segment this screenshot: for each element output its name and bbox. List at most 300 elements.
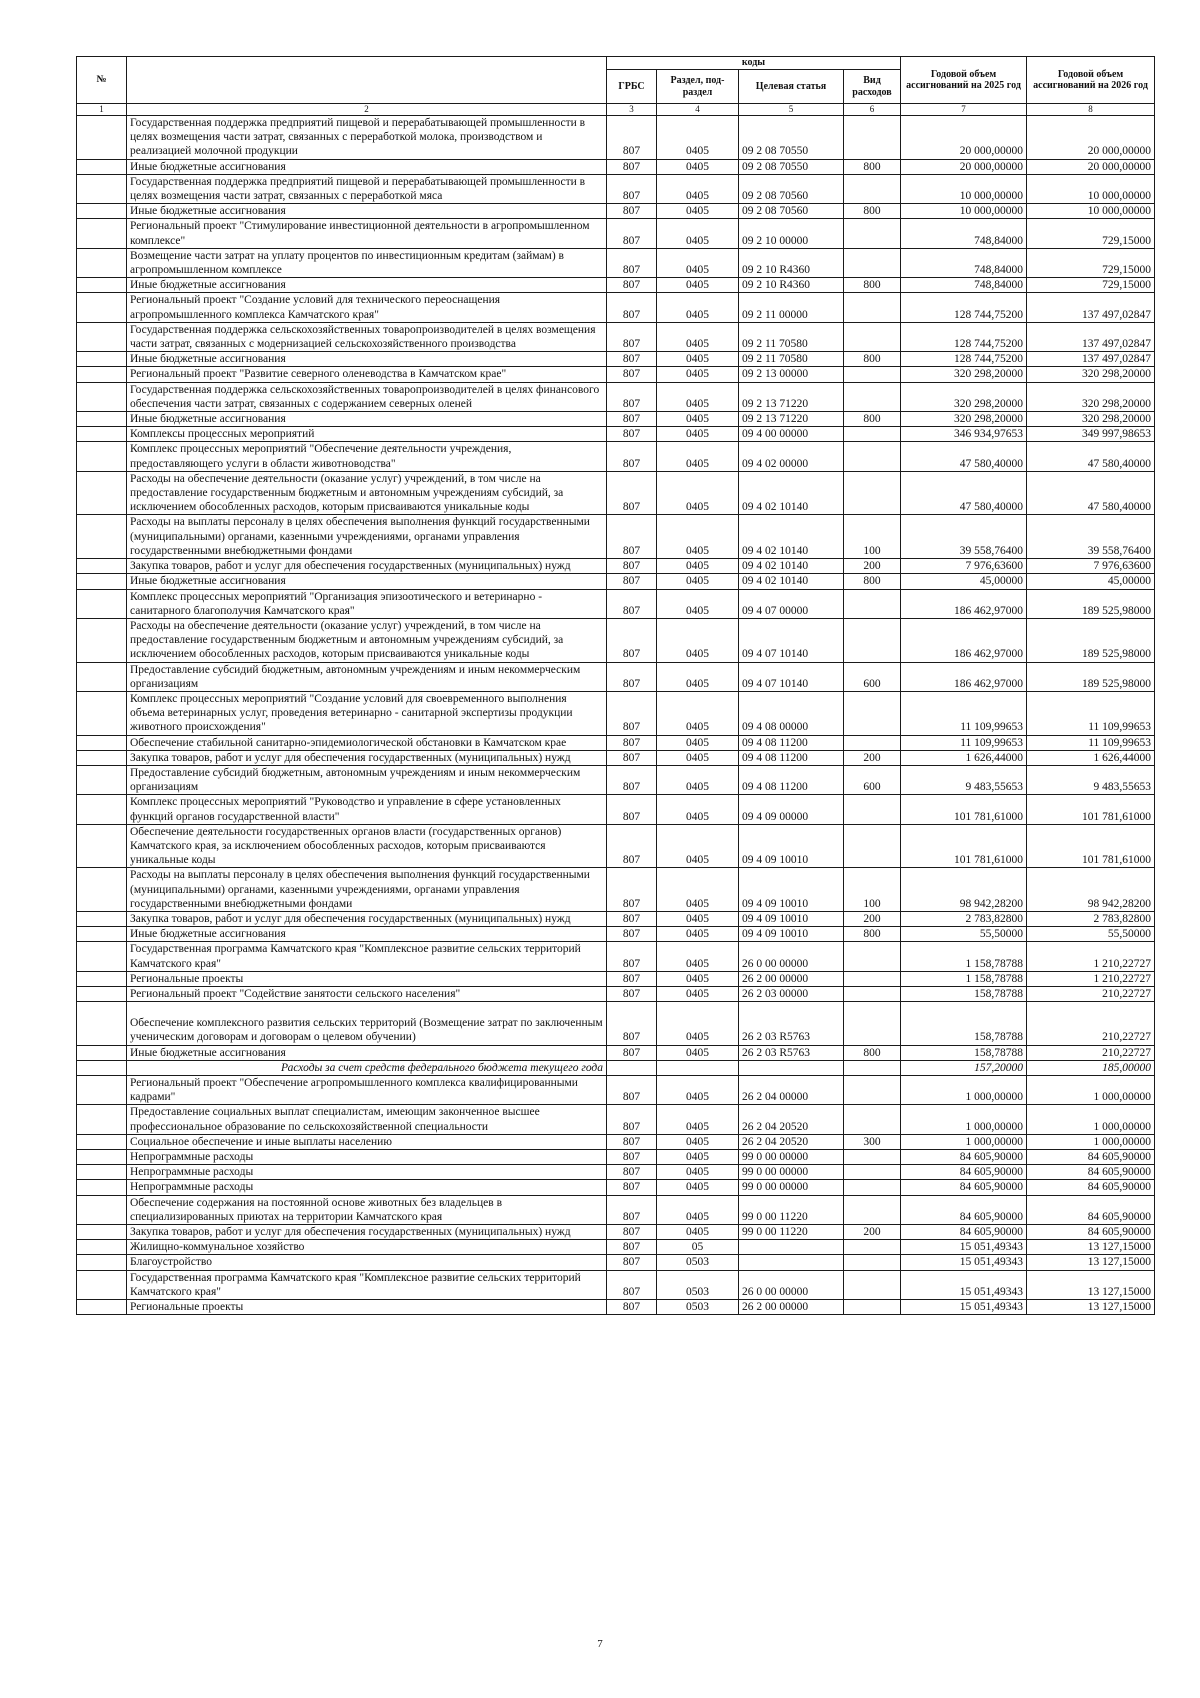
row-grbs: 807 xyxy=(607,1240,657,1255)
row-amount-2025: 157,20000 xyxy=(901,1060,1027,1075)
row-name: Комплекс процессных мероприятий "Руководство и управление в сфере установленных функций органов государственной власти" xyxy=(127,795,607,824)
row-number-cell xyxy=(77,382,127,411)
row-name: Государственная программа Камчатского края "Комплексное развитие сельских территорий Камчатского края" xyxy=(127,942,607,971)
row-vid-raskhodov xyxy=(844,795,901,824)
table-row xyxy=(77,1134,1155,1149)
row-name: Расходы на выплаты персоналу в целях обеспечения выполнения функций государственными (муниципальными) органами, казенными учреждениями, органами управления государственными внебюджетными фондами xyxy=(127,515,607,559)
row-razdel: 0405 xyxy=(657,911,739,926)
row-celevaya-statya: 99 0 00 00000 xyxy=(739,1165,844,1180)
table-row xyxy=(77,662,1155,691)
row-name: Расходы за счет средств федерального бюджета текущего года xyxy=(127,1060,607,1075)
row-vid-raskhodov xyxy=(844,1150,901,1165)
row-amount-2025: 84 605,90000 xyxy=(901,1150,1027,1165)
row-amount-2025: 186 462,97000 xyxy=(901,662,1027,691)
row-amount-2025: 1 158,78788 xyxy=(901,942,1027,971)
row-name: Обеспечение стабильной санитарно-эпидемиологической обстановки в Камчатском крае xyxy=(127,735,607,750)
row-amount-2026: 11 109,99653 xyxy=(1027,691,1155,735)
row-celevaya-statya: 09 2 11 70580 xyxy=(739,322,844,351)
row-amount-2026: 1 210,22727 xyxy=(1027,971,1155,986)
row-amount-2026: 39 558,76400 xyxy=(1027,515,1155,559)
page-number: 7 xyxy=(597,1638,603,1650)
row-vid-raskhodov: 200 xyxy=(844,750,901,765)
row-number-cell xyxy=(77,691,127,735)
table-row xyxy=(77,352,1155,367)
row-amount-2026: 1 000,00000 xyxy=(1027,1105,1155,1134)
row-number-cell xyxy=(77,911,127,926)
row-grbs xyxy=(607,1060,657,1075)
row-amount-2025: 128 744,75200 xyxy=(901,293,1027,322)
row-razdel: 0405 xyxy=(657,618,739,662)
row-amount-2025: 1 000,00000 xyxy=(901,1134,1027,1149)
table-row xyxy=(77,1002,1155,1045)
row-vid-raskhodov: 300 xyxy=(844,1134,901,1149)
row-name: Региональный проект "Создание условий для технического переоснащения агропромышленного комплекса Камчатского края" xyxy=(127,293,607,322)
row-razdel: 0405 xyxy=(657,322,739,351)
header-codes: коды xyxy=(607,57,901,70)
row-grbs: 807 xyxy=(607,174,657,203)
row-grbs: 807 xyxy=(607,735,657,750)
row-amount-2026: 84 605,90000 xyxy=(1027,1180,1155,1195)
row-grbs: 807 xyxy=(607,618,657,662)
row-celevaya-statya: 09 4 08 11200 xyxy=(739,750,844,765)
row-number-cell xyxy=(77,1002,127,1045)
table-row xyxy=(77,1270,1155,1299)
row-vid-raskhodov xyxy=(844,382,901,411)
row-celevaya-statya: 26 2 00 00000 xyxy=(739,1300,844,1315)
row-name: Закупка товаров, работ и услуг для обеспечения государственных (муниципальных) нужд xyxy=(127,559,607,574)
table-row xyxy=(77,412,1155,427)
row-grbs: 807 xyxy=(607,293,657,322)
row-number-cell xyxy=(77,427,127,442)
row-vid-raskhodov: 100 xyxy=(844,868,901,912)
row-amount-2025: 9 483,55653 xyxy=(901,765,1027,794)
table-row xyxy=(77,515,1155,559)
row-name: Жилищно-коммунальное хозяйство xyxy=(127,1240,607,1255)
row-grbs: 807 xyxy=(607,1165,657,1180)
row-razdel: 0405 xyxy=(657,971,739,986)
table-row xyxy=(77,942,1155,971)
row-celevaya-statya: 26 2 00 00000 xyxy=(739,971,844,986)
row-amount-2025: 84 605,90000 xyxy=(901,1195,1027,1224)
row-name: Непрограммные расходы xyxy=(127,1180,607,1195)
row-amount-2025: 84 605,90000 xyxy=(901,1180,1027,1195)
row-number-cell xyxy=(77,1150,127,1165)
row-vid-raskhodov xyxy=(844,1300,901,1315)
row-razdel: 0405 xyxy=(657,662,739,691)
table-row xyxy=(77,1180,1155,1195)
row-grbs: 807 xyxy=(607,352,657,367)
row-number-cell xyxy=(77,1255,127,1270)
row-amount-2026: 349 997,98653 xyxy=(1027,427,1155,442)
row-name: Иные бюджетные ассигнования xyxy=(127,159,607,174)
row-celevaya-statya xyxy=(739,1255,844,1270)
row-amount-2025: 15 051,49343 xyxy=(901,1270,1027,1299)
row-razdel: 0503 xyxy=(657,1255,739,1270)
table-row xyxy=(77,1060,1155,1075)
row-amount-2025: 1 626,44000 xyxy=(901,750,1027,765)
row-name: Расходы на выплаты персоналу в целях обеспечения выполнения функций государственными (муниципальными) органами, казенными учреждениями, органами управления государственными внебюджетными фондами xyxy=(127,868,607,912)
table-row xyxy=(77,322,1155,351)
row-celevaya-statya: 09 2 11 00000 xyxy=(739,293,844,322)
row-grbs: 807 xyxy=(607,322,657,351)
table-row xyxy=(77,116,1155,160)
row-grbs: 807 xyxy=(607,159,657,174)
row-amount-2026: 101 781,61000 xyxy=(1027,824,1155,868)
row-razdel: 0405 xyxy=(657,1195,739,1224)
row-vid-raskhodov xyxy=(844,1060,901,1075)
row-number-cell xyxy=(77,278,127,293)
row-razdel: 0405 xyxy=(657,927,739,942)
row-amount-2026: 1 210,22727 xyxy=(1027,942,1155,971)
row-number-cell xyxy=(77,1105,127,1134)
row-amount-2026: 320 298,20000 xyxy=(1027,367,1155,382)
row-amount-2025: 186 462,97000 xyxy=(901,618,1027,662)
row-number-cell xyxy=(77,1300,127,1315)
row-name: Иные бюджетные ассигнования xyxy=(127,278,607,293)
row-amount-2026: 9 483,55653 xyxy=(1027,765,1155,794)
row-grbs: 807 xyxy=(607,278,657,293)
row-razdel: 0405 xyxy=(657,574,739,589)
header-number: № xyxy=(77,57,127,104)
table-row xyxy=(77,1300,1155,1315)
row-amount-2026: 185,00000 xyxy=(1027,1060,1155,1075)
row-razdel: 0405 xyxy=(657,278,739,293)
row-razdel: 0405 xyxy=(657,1225,739,1240)
table-row xyxy=(77,1255,1155,1270)
row-amount-2026: 47 580,40000 xyxy=(1027,442,1155,471)
row-grbs: 807 xyxy=(607,515,657,559)
row-amount-2025: 55,50000 xyxy=(901,927,1027,942)
row-amount-2026: 101 781,61000 xyxy=(1027,795,1155,824)
row-number-cell xyxy=(77,293,127,322)
row-number-cell xyxy=(77,927,127,942)
row-grbs: 807 xyxy=(607,248,657,277)
row-razdel: 0405 xyxy=(657,352,739,367)
row-number-cell xyxy=(77,322,127,351)
row-amount-2025: 128 744,75200 xyxy=(901,322,1027,351)
header-year-2025: Годовой объем ассигнований на 2025 год xyxy=(901,57,1027,104)
row-amount-2025: 186 462,97000 xyxy=(901,589,1027,618)
row-name: Региональный проект "Обеспечение агропромышленного комплекса квалифицированными кадрами" xyxy=(127,1076,607,1105)
row-number-cell xyxy=(77,868,127,912)
table-row xyxy=(77,278,1155,293)
row-name: Государственная поддержка сельскохозяйственных товаропроизводителей в целях возмещения части затрат, связанных с модернизацией сельскохозяйственного производства xyxy=(127,322,607,351)
row-grbs: 807 xyxy=(607,412,657,427)
header-grbs: ГРБС xyxy=(607,70,657,104)
row-vid-raskhodov xyxy=(844,116,901,160)
row-grbs: 807 xyxy=(607,765,657,794)
row-celevaya-statya: 26 0 00 00000 xyxy=(739,1270,844,1299)
row-vid-raskhodov xyxy=(844,174,901,203)
column-number: 2 xyxy=(127,104,607,116)
table-row xyxy=(77,911,1155,926)
table-row xyxy=(77,1076,1155,1105)
row-vid-raskhodov xyxy=(844,322,901,351)
row-vid-raskhodov xyxy=(844,986,901,1001)
row-amount-2026: 210,22727 xyxy=(1027,1045,1155,1060)
row-razdel: 0405 xyxy=(657,795,739,824)
row-celevaya-statya: 09 4 09 10010 xyxy=(739,868,844,912)
row-amount-2026: 10 000,00000 xyxy=(1027,204,1155,219)
row-celevaya-statya: 09 4 08 00000 xyxy=(739,691,844,735)
row-razdel: 0405 xyxy=(657,986,739,1001)
row-amount-2026: 729,15000 xyxy=(1027,278,1155,293)
row-number-cell xyxy=(77,515,127,559)
row-name: Иные бюджетные ассигнования xyxy=(127,412,607,427)
column-number-row xyxy=(77,104,1155,116)
row-grbs: 807 xyxy=(607,750,657,765)
row-razdel: 0405 xyxy=(657,1150,739,1165)
row-amount-2026: 55,50000 xyxy=(1027,927,1155,942)
row-grbs: 807 xyxy=(607,691,657,735)
row-amount-2026: 98 942,28200 xyxy=(1027,868,1155,912)
row-amount-2026: 729,15000 xyxy=(1027,219,1155,248)
row-celevaya-statya: 26 2 04 20520 xyxy=(739,1134,844,1149)
row-grbs: 807 xyxy=(607,442,657,471)
row-name: Возмещение части затрат на уплату процентов по инвестиционным кредитам (займам) в агропромышленном комплексе xyxy=(127,248,607,277)
row-amount-2025: 1 158,78788 xyxy=(901,971,1027,986)
table-row xyxy=(77,1105,1155,1134)
row-amount-2025: 11 109,99653 xyxy=(901,691,1027,735)
row-celevaya-statya: 26 2 03 00000 xyxy=(739,986,844,1001)
row-grbs: 807 xyxy=(607,574,657,589)
row-grbs: 807 xyxy=(607,1225,657,1240)
header-year-2026: Годовой объем ассигнований на 2026 год xyxy=(1027,57,1155,104)
row-amount-2025: 748,84000 xyxy=(901,278,1027,293)
table-row xyxy=(77,471,1155,515)
row-name: Предоставление социальных выплат специалистам, имеющим законченное высшее профессиональное образование по сельскохозяйственной специальности xyxy=(127,1105,607,1134)
column-number: 1 xyxy=(77,104,127,116)
row-celevaya-statya xyxy=(739,1060,844,1075)
row-grbs: 807 xyxy=(607,204,657,219)
row-razdel: 0405 xyxy=(657,942,739,971)
row-vid-raskhodov xyxy=(844,1240,901,1255)
row-razdel: 0405 xyxy=(657,1165,739,1180)
row-amount-2025: 10 000,00000 xyxy=(901,174,1027,203)
column-number: 6 xyxy=(844,104,901,116)
row-name: Социальное обеспечение и иные выплаты населению xyxy=(127,1134,607,1149)
row-name: Региональные проекты xyxy=(127,1300,607,1315)
row-celevaya-statya: 99 0 00 00000 xyxy=(739,1180,844,1195)
row-amount-2025: 39 558,76400 xyxy=(901,515,1027,559)
row-celevaya-statya: 09 2 08 70560 xyxy=(739,204,844,219)
row-razdel: 0405 xyxy=(657,174,739,203)
row-name: Комплексы процессных мероприятий xyxy=(127,427,607,442)
row-amount-2026: 84 605,90000 xyxy=(1027,1165,1155,1180)
row-razdel: 0405 xyxy=(657,293,739,322)
row-number-cell xyxy=(77,1076,127,1105)
row-amount-2026: 13 127,15000 xyxy=(1027,1270,1155,1299)
row-celevaya-statya: 09 4 09 10010 xyxy=(739,927,844,942)
table-row xyxy=(77,574,1155,589)
row-number-cell xyxy=(77,248,127,277)
row-name: Закупка товаров, работ и услуг для обеспечения государственных (муниципальных) нужд xyxy=(127,750,607,765)
row-number-cell xyxy=(77,1270,127,1299)
row-number-cell xyxy=(77,618,127,662)
row-name: Региональные проекты xyxy=(127,971,607,986)
row-grbs: 807 xyxy=(607,942,657,971)
row-razdel: 0503 xyxy=(657,1270,739,1299)
row-name: Закупка товаров, работ и услуг для обеспечения государственных (муниципальных) нужд xyxy=(127,911,607,926)
table-row xyxy=(77,382,1155,411)
row-razdel: 0405 xyxy=(657,219,739,248)
row-number-cell xyxy=(77,442,127,471)
row-razdel: 0405 xyxy=(657,559,739,574)
row-amount-2026: 13 127,15000 xyxy=(1027,1240,1155,1255)
row-razdel: 0405 xyxy=(657,1045,739,1060)
row-amount-2025: 10 000,00000 xyxy=(901,204,1027,219)
row-celevaya-statya: 09 2 10 00000 xyxy=(739,219,844,248)
table-row xyxy=(77,986,1155,1001)
row-number-cell xyxy=(77,765,127,794)
column-number: 3 xyxy=(607,104,657,116)
table-row xyxy=(77,750,1155,765)
row-razdel: 0405 xyxy=(657,1105,739,1134)
row-name: Комплекс процессных мероприятий "Создание условий для своевременного выполнения объема ветеринарных услуг, проведения ветеринарно - санитарной экспертизы продукции животного происхождения" xyxy=(127,691,607,735)
row-amount-2026: 84 605,90000 xyxy=(1027,1225,1155,1240)
row-amount-2026: 210,22727 xyxy=(1027,986,1155,1001)
row-vid-raskhodov: 800 xyxy=(844,352,901,367)
row-amount-2025: 98 942,28200 xyxy=(901,868,1027,912)
table-row xyxy=(77,1240,1155,1255)
row-grbs: 807 xyxy=(607,1150,657,1165)
row-number-cell xyxy=(77,662,127,691)
row-razdel: 0405 xyxy=(657,765,739,794)
row-amount-2026: 2 783,82800 xyxy=(1027,911,1155,926)
table-row xyxy=(77,174,1155,203)
row-amount-2026: 84 605,90000 xyxy=(1027,1150,1155,1165)
budget-table xyxy=(76,56,1155,1315)
row-name: Обеспечение содержания на постоянной основе животных без владельцев в специализированных приютах на территории Камчатского края xyxy=(127,1195,607,1224)
row-vid-raskhodov xyxy=(844,471,901,515)
table-row xyxy=(77,219,1155,248)
row-amount-2026: 137 497,02847 xyxy=(1027,293,1155,322)
table-row xyxy=(77,248,1155,277)
row-amount-2025: 84 605,90000 xyxy=(901,1225,1027,1240)
table-row xyxy=(77,927,1155,942)
row-grbs: 807 xyxy=(607,927,657,942)
table-row xyxy=(77,691,1155,735)
row-grbs: 807 xyxy=(607,382,657,411)
table-row xyxy=(77,1165,1155,1180)
row-celevaya-statya: 09 2 08 70550 xyxy=(739,116,844,160)
row-vid-raskhodov xyxy=(844,589,901,618)
table-row xyxy=(77,971,1155,986)
row-number-cell xyxy=(77,971,127,986)
row-celevaya-statya: 09 4 09 00000 xyxy=(739,795,844,824)
row-celevaya-statya: 99 0 00 00000 xyxy=(739,1150,844,1165)
row-name: Обеспечение деятельности государственных органов власти (государственных органов) Камчатского края, за исключением обособленных расходов, которым присваиваются уникальные коды xyxy=(127,824,607,868)
row-vid-raskhodov: 200 xyxy=(844,559,901,574)
row-amount-2026: 13 127,15000 xyxy=(1027,1300,1155,1315)
row-amount-2025: 101 781,61000 xyxy=(901,824,1027,868)
row-amount-2025: 320 298,20000 xyxy=(901,412,1027,427)
row-amount-2026: 1 000,00000 xyxy=(1027,1134,1155,1149)
row-amount-2025: 1 000,00000 xyxy=(901,1105,1027,1134)
row-grbs: 807 xyxy=(607,1105,657,1134)
row-vid-raskhodov: 600 xyxy=(844,765,901,794)
table-row xyxy=(77,765,1155,794)
row-celevaya-statya: 26 2 04 20520 xyxy=(739,1105,844,1134)
row-number-cell xyxy=(77,735,127,750)
row-razdel: 0405 xyxy=(657,1002,739,1045)
row-amount-2025: 320 298,20000 xyxy=(901,367,1027,382)
row-vid-raskhodov xyxy=(844,248,901,277)
row-amount-2025: 7 976,63600 xyxy=(901,559,1027,574)
row-razdel: 0405 xyxy=(657,735,739,750)
row-number-cell xyxy=(77,1045,127,1060)
row-number-cell xyxy=(77,116,127,160)
row-amount-2025: 84 605,90000 xyxy=(901,1165,1027,1180)
row-celevaya-statya: 09 4 00 00000 xyxy=(739,427,844,442)
row-amount-2025: 11 109,99653 xyxy=(901,735,1027,750)
row-amount-2026: 189 525,98000 xyxy=(1027,662,1155,691)
table-row xyxy=(77,589,1155,618)
row-amount-2026: 1 626,44000 xyxy=(1027,750,1155,765)
row-amount-2026: 210,22727 xyxy=(1027,1002,1155,1045)
row-number-cell xyxy=(77,986,127,1001)
row-amount-2025: 158,78788 xyxy=(901,1002,1027,1045)
row-amount-2026: 137 497,02847 xyxy=(1027,322,1155,351)
row-celevaya-statya: 99 0 00 11220 xyxy=(739,1195,844,1224)
row-grbs: 807 xyxy=(607,1300,657,1315)
row-name: Государственная поддержка сельскохозяйственных товаропроизводителей в целях финансового обеспечения части затрат, связанных с содержанием северных оленей xyxy=(127,382,607,411)
row-celevaya-statya: 09 2 13 71220 xyxy=(739,412,844,427)
table-row xyxy=(77,824,1155,868)
row-amount-2026: 729,15000 xyxy=(1027,248,1155,277)
row-grbs: 807 xyxy=(607,1134,657,1149)
row-number-cell xyxy=(77,1165,127,1180)
row-razdel: 0405 xyxy=(657,868,739,912)
row-vid-raskhodov xyxy=(844,442,901,471)
row-grbs: 807 xyxy=(607,1255,657,1270)
row-grbs: 807 xyxy=(607,589,657,618)
row-razdel: 0405 xyxy=(657,204,739,219)
row-razdel: 0405 xyxy=(657,159,739,174)
row-razdel: 0405 xyxy=(657,116,739,160)
row-number-cell xyxy=(77,471,127,515)
row-celevaya-statya: 09 2 13 71220 xyxy=(739,382,844,411)
row-name: Непрограммные расходы xyxy=(127,1165,607,1180)
row-number-cell xyxy=(77,589,127,618)
row-vid-raskhodov: 800 xyxy=(844,1045,901,1060)
row-grbs: 807 xyxy=(607,1076,657,1105)
row-number-cell xyxy=(77,1134,127,1149)
row-razdel: 0405 xyxy=(657,248,739,277)
row-grbs: 807 xyxy=(607,1002,657,1045)
row-amount-2025: 128 744,75200 xyxy=(901,352,1027,367)
row-vid-raskhodov xyxy=(844,1180,901,1195)
table-row xyxy=(77,442,1155,471)
row-name: Региональный проект "Развитие северного оленеводства в Камчатском крае" xyxy=(127,367,607,382)
row-celevaya-statya: 99 0 00 11220 xyxy=(739,1225,844,1240)
row-vid-raskhodov: 800 xyxy=(844,574,901,589)
row-celevaya-statya: 09 2 08 70550 xyxy=(739,159,844,174)
row-name: Региональный проект "Содействие занятости сельского населения" xyxy=(127,986,607,1001)
row-amount-2025: 101 781,61000 xyxy=(901,795,1027,824)
row-vid-raskhodov: 600 xyxy=(844,662,901,691)
row-name: Государственная поддержка предприятий пищевой и перерабатывающей промышленности в целях возмещения части затрат, связанных с переработкой мяса xyxy=(127,174,607,203)
table-row xyxy=(77,1150,1155,1165)
row-vid-raskhodov xyxy=(844,1255,901,1270)
row-amount-2025: 320 298,20000 xyxy=(901,382,1027,411)
table-row xyxy=(77,1195,1155,1224)
row-number-cell xyxy=(77,795,127,824)
row-celevaya-statya: 09 2 13 00000 xyxy=(739,367,844,382)
row-celevaya-statya: 09 4 07 10140 xyxy=(739,662,844,691)
row-celevaya-statya: 09 4 02 10140 xyxy=(739,574,844,589)
row-celevaya-statya: 09 4 09 10010 xyxy=(739,824,844,868)
